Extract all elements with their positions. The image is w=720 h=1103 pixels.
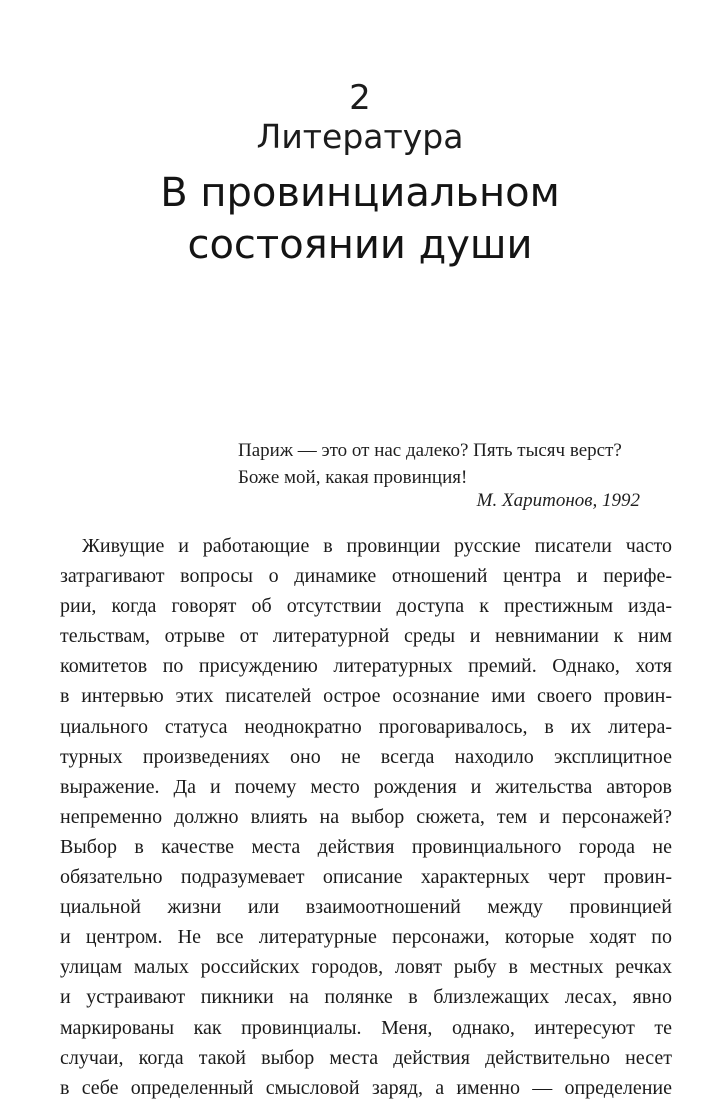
chapter-title — [0, 167, 720, 271]
body-line: в интервью этих писателей острое осознание ими своего провин- — [60, 685, 672, 708]
chapter-number: 2 — [349, 78, 371, 118]
body-line: выражение. Да и почему место рождения и жительства авторов — [60, 775, 672, 798]
epigraph-line: Париж — это от нас далеко? Пять тысяч верст? — [238, 440, 622, 461]
body-line: циальной жизни или взаимоотношений между провинцией — [60, 896, 672, 919]
body-line: рии, когда говорят об отсутствии доступа к престижным изда- — [60, 595, 672, 618]
part-title: Литература — [256, 117, 464, 156]
chapter-title-line: В провинциальном — [160, 170, 560, 216]
epigraph-attribution: М. Харитонов, 1992 — [476, 490, 640, 511]
chapter-title-line: состоянии души — [187, 222, 533, 268]
body-line: в себе определенный смысловой заряд, а именно — определение — [60, 1076, 672, 1099]
body-line: турных произведениях оно не всегда находило эксплицитное — [60, 745, 672, 768]
body-line: и устраивают пикники на полянке в близлежащих лесах, явно — [60, 986, 672, 1009]
body-line: и центром. Не все литературные персонажи, которые ходят по — [60, 926, 672, 949]
body-line: случаи, когда такой выбор места действия действительно несет — [60, 1046, 672, 1069]
body-line: затрагивают вопросы о динамике отношений центра и перифе- — [60, 565, 672, 588]
body-line: тельствам, отрыве от литературной среды и невнимании к ним — [60, 625, 672, 648]
body-line: циального статуса неоднократно проговаривалось, в их литера- — [60, 715, 672, 738]
epigraph-line: Боже мой, какая провинция! — [238, 467, 468, 488]
body-line: Живущие и работающие в провинции русские писатели часто — [82, 535, 672, 557]
body-line: обязательно подразумевает описание характерных черт провин- — [60, 866, 672, 889]
body-line: Выбор в качестве места действия провинциального города не — [60, 835, 672, 858]
body-paragraph — [60, 531, 672, 1103]
body-line: маркированы как провинциалы. Меня, однако, интересуют те — [60, 1016, 672, 1039]
body-line: комитетов по присуждению литературных премий. Однако, хотя — [60, 655, 672, 678]
body-line: непременно должно влиять на выбор сюжета, тем и персонажей? — [60, 805, 672, 828]
body-line: улицам малых российских городов, ловят рыбу в местных речках — [60, 956, 672, 979]
